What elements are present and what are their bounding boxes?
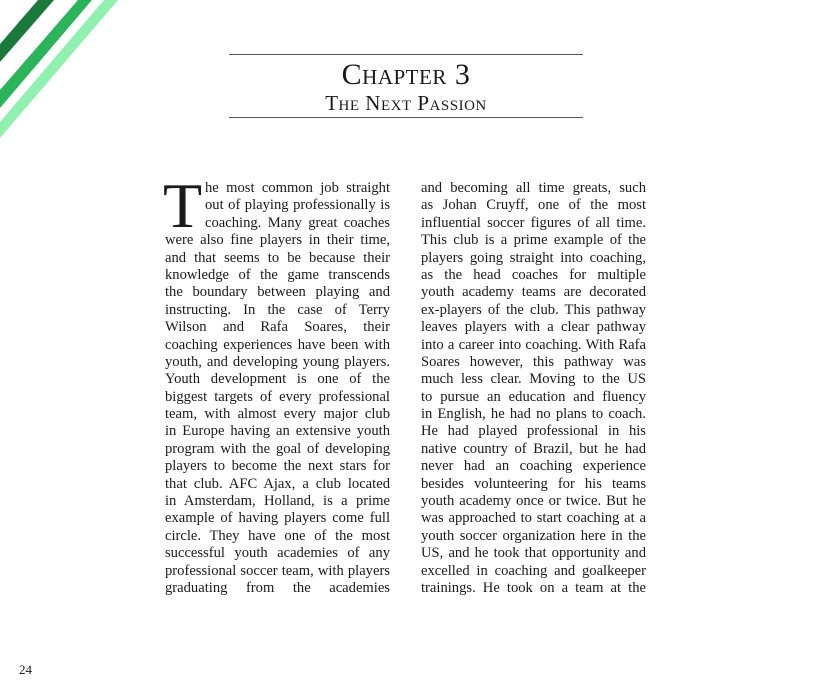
text-line: youth academy teams are decorated	[421, 284, 646, 301]
page-number: 24	[19, 662, 32, 677]
text-line: was approached to start coaching at a	[421, 510, 646, 527]
text-line: US, and he took that opportunity and	[421, 545, 646, 562]
text-line: He had played professional in his	[421, 423, 646, 440]
text-line: excelled in coaching and goalkeeper	[421, 562, 646, 579]
chapter-subtitle: The Next Passion	[325, 91, 487, 115]
text-line: as Johan Cruyff, one of the most	[421, 197, 646, 214]
text-line: knowledge of the game transcends	[165, 266, 390, 283]
text-line: youth soccer organization here in the	[421, 527, 646, 544]
chapter-header	[229, 54, 583, 118]
text-line: besides volunteering for his teams	[421, 475, 646, 492]
text-line: influential soccer figures of all time.	[421, 214, 646, 231]
text-line: example of having players come full	[165, 510, 390, 527]
text-line: were also fine players in their time,	[165, 232, 390, 249]
text-line: professional soccer team, with players	[165, 562, 390, 579]
text-line: Soares however, this pathway was	[421, 353, 646, 370]
drop-cap: T	[163, 170, 203, 241]
text-line: and becoming all time greats, such	[421, 180, 646, 196]
text-line: players to become the next stars for	[165, 458, 390, 475]
text-line: This club is a prime example of the	[421, 232, 646, 249]
text-line: he most common job straight	[205, 180, 390, 196]
text-line: coaching experiences have been with	[165, 336, 390, 353]
decorative-corner-stripes	[0, 0, 140, 150]
text-line: that club. AFC Ajax, a club located	[165, 475, 390, 492]
text-line: graduating from the academies	[165, 579, 390, 596]
text-line: the boundary between playing and	[165, 284, 390, 301]
text-line: never had an coaching experience	[421, 458, 646, 475]
text-line: into a career into coaching. With Rafa	[421, 336, 646, 353]
text-line: Youth development is one of the	[165, 371, 390, 388]
text-line: youth academy once or twice. But he	[421, 493, 646, 510]
text-line: in Amsterdam, Holland, is a prime	[165, 493, 390, 510]
text-line: biggest targets of every professional	[165, 388, 390, 405]
text-line: team, with almost every major club	[165, 406, 390, 423]
stripe-mid	[0, 0, 92, 108]
text-line: trainings. He took on a team at the	[421, 579, 646, 596]
text-line: and that seems to be because their	[165, 249, 390, 266]
text-line: circle. They have one of the most	[165, 527, 390, 544]
text-line: youth, and developing young players.	[165, 353, 390, 370]
text-line: program with the goal of developing	[165, 440, 390, 457]
right-text-column	[421, 180, 646, 597]
text-line: successful youth academies of any	[165, 545, 390, 562]
text-line: instructing. In the case of Terry	[165, 301, 390, 318]
text-line: coaching. Many great coaches	[205, 214, 390, 231]
text-line: much less clear. Moving to the US	[421, 371, 646, 388]
text-line: to pursue an education and fluency	[421, 388, 646, 405]
text-line: players going straight into coaching,	[421, 249, 646, 266]
text-line: ex-players of the club. This pathway	[421, 301, 646, 318]
text-line: out of playing professionally is	[205, 197, 390, 214]
stripe-light	[0, 0, 118, 138]
text-line: as the head coaches for multiple	[421, 266, 646, 283]
left-text-column	[163, 170, 390, 597]
text-line: native country of Brazil, but he had	[421, 440, 646, 457]
text-line: in Europe having an extensive youth	[165, 423, 390, 440]
text-line: Wilson and Rafa Soares, their	[165, 319, 390, 336]
text-line: leaves players with a clear pathway	[421, 319, 646, 336]
chapter-title: Chapter 3	[341, 58, 471, 91]
text-line: in English, he had no plans to coach.	[421, 406, 646, 423]
